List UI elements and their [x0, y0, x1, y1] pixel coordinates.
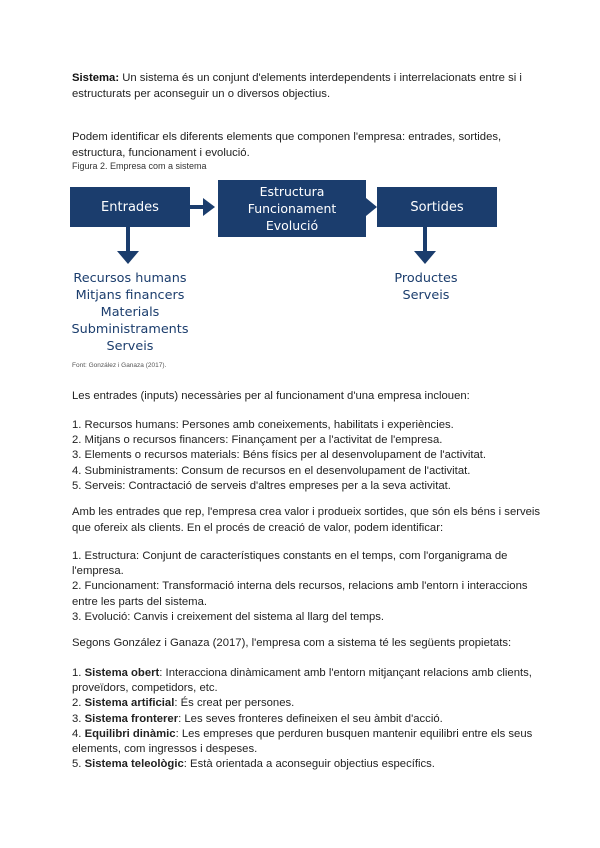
arrow-right-icon — [366, 198, 377, 216]
inputs-list-item: Materials — [100, 305, 160, 320]
item-number: 2. — [72, 697, 85, 710]
process-box-line: Estructura — [259, 184, 325, 199]
process-box-line: Funcionament — [247, 201, 337, 216]
list-item: 2. Funcionament: Transformació interna dels recursos, relacions amb l'entorn i interaccions entre les parts del sistema. — [72, 580, 528, 608]
inputs-list-item: Mitjans financers — [75, 288, 185, 303]
properties-list — [72, 666, 542, 772]
arrow-down-icon — [117, 227, 139, 264]
item-text: : És creat per persones. — [174, 697, 295, 710]
elements-intro: Podem identificar els diferents elements que componen l'empresa: entrades, sortides, estructura, funcionament i evolució. — [72, 131, 502, 159]
item-term: Sistema fronterer — [84, 712, 179, 725]
item-text: : Les seves fronteres defineixen el seu àmbit d'acció. — [178, 712, 443, 725]
outputs-box-label: Sortides — [410, 199, 464, 215]
inputs-box-label: Entrades — [101, 199, 159, 215]
list-item: 1. Recursos humans: Persones amb coneixements, habilitats i experiències. — [72, 419, 454, 431]
list-item: 5. Serveis: Contractació de serveis d'altres empreses per a la seva activitat. — [72, 479, 451, 492]
inputs-intro: Les entrades (inputs) necessàries per al funcionament d'una empresa inclouen: — [72, 390, 470, 402]
outputs-intro: Amb les entrades que rep, l'empresa crea valor i produeix sortides, que són els béns i serveis que ofereix als clients. En el procés de creació de valor, podem identificar: — [72, 506, 541, 534]
inputs-list — [60, 270, 200, 355]
list-item — [72, 666, 542, 696]
item-text: : Està orientada a aconseguir objectius específics. — [183, 758, 435, 771]
process-box-line: Evolució — [265, 218, 319, 233]
list-item: 2. Mitjans o recursos financers: Finançament per a l'activitat de l'empresa. — [72, 434, 443, 447]
inputs-text-list — [72, 418, 542, 494]
figure-caption: Figura 2. Empresa com a sistema — [72, 161, 207, 171]
inputs-list-item: Subministraments — [71, 322, 189, 337]
arrow-down-icon — [414, 227, 436, 264]
list-item — [72, 712, 542, 727]
list-item — [72, 727, 542, 757]
list-item — [72, 696, 542, 711]
item-number: 5. — [72, 758, 85, 771]
list-item: 3. Elements o recursos materials: Béns físics per al desenvolupament de l'activitat. — [72, 449, 487, 462]
item-number: 3. — [72, 712, 85, 725]
item-number: 1. — [72, 667, 85, 679]
definition-term: Sistema: — [72, 72, 120, 84]
properties-intro: Segons González i Ganaza (2017), l'empresa com a sistema té les següents propietats: — [72, 637, 512, 649]
item-number: 4. — [72, 727, 85, 740]
process-text-list — [72, 549, 542, 625]
arrow-right-icon — [190, 198, 215, 216]
outputs-list-item: Serveis — [402, 288, 450, 303]
item-term: Equilibri dinàmic — [84, 727, 176, 740]
list-item: 3. Evolució: Canvis i creixement del sistema al llarg del temps. — [72, 610, 385, 623]
definition-text: Un sistema és un conjunt d'elements interdependents i interrelacionats entre si i estructurats per aconseguir un o diversos objectius. — [72, 72, 522, 100]
inputs-list-item: Serveis — [106, 339, 154, 354]
list-item — [72, 757, 542, 772]
item-text: : Les empreses que perduren busquen mantenir equilibri entre els seus elements, com ingressos i despeses. — [72, 727, 533, 756]
item-text: : Interacciona dinàmicament amb l'entorn mitjançant relacions amb clients, proveïdors, competidors, etc. — [72, 667, 532, 695]
figure-source: Font: González i Ganaza (2017). — [72, 362, 167, 369]
item-term: Sistema teleològic — [84, 758, 184, 771]
inputs-list-item: Recursos humans — [73, 271, 187, 286]
item-term: Sistema artificial — [84, 697, 175, 710]
list-item: 1. Estructura: Conjunt de característiques constants en el temps, com l'organigrama de l'empresa. — [72, 550, 508, 578]
outputs-list — [370, 270, 482, 304]
outputs-list-item: Productes — [394, 271, 458, 286]
list-item: 4. Subministraments: Consum de recursos en el desenvolupament de l'activitat. — [72, 464, 471, 477]
item-term: Sistema obert — [84, 667, 160, 679]
